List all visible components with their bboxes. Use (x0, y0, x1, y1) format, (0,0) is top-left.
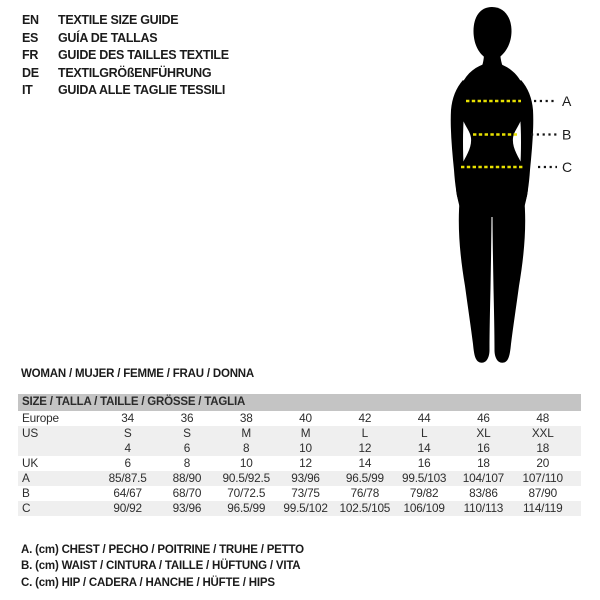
size-cell: 14 (358, 456, 372, 470)
size-cell: 16 (477, 441, 490, 455)
row-label: C (22, 501, 31, 515)
size-cell: 38 (239, 411, 253, 425)
size-cell: 76/78 (350, 486, 380, 500)
lang-code: EN (22, 13, 39, 27)
lang-row-en (22, 12, 229, 30)
size-cell: 90.5/92.5 (222, 471, 270, 485)
lang-code: ES (22, 30, 39, 45)
lang-code: FR (22, 48, 39, 62)
lang-code: IT (22, 83, 33, 97)
size-cell: 12 (358, 441, 372, 455)
lang-title: GUIDA ALLE TAGLIE TESSILI (58, 83, 226, 97)
table-row (18, 471, 581, 486)
lang-code: DE (22, 65, 39, 80)
size-cell: 12 (299, 456, 312, 470)
silhouette-body (451, 7, 534, 363)
size-cell: XXL (531, 426, 554, 440)
size-cell: M (241, 426, 252, 440)
silhouette-left-leg (459, 196, 492, 363)
lang-title: GUÍA DE TALLAS (58, 30, 158, 45)
silhouette-right-leg (493, 196, 526, 363)
size-cell: 93/96 (172, 501, 202, 515)
size-cell: 40 (299, 411, 312, 425)
table-row (18, 486, 581, 501)
size-cell: 99.5/103 (401, 471, 447, 485)
size-cell: 99.5/102 (283, 501, 328, 515)
row-label (18, 441, 98, 456)
size-cell: 90/92 (113, 501, 142, 515)
size-cell: 64/67 (113, 486, 142, 500)
size-cell: 88/90 (172, 471, 202, 485)
row-label: UK (22, 456, 38, 470)
size-cell: 68/70 (172, 486, 202, 500)
table-row (18, 501, 581, 516)
woman-silhouette-figure (400, 0, 590, 370)
silhouette-left-arm (451, 80, 469, 215)
legend-waist: B. (cm) WAIST / CINTURA / TAILLE / HÜFTUNG / VITA (21, 560, 301, 573)
size-cell: L (420, 426, 428, 440)
size-cell: 4 (124, 441, 131, 455)
table-row (18, 456, 581, 471)
chest-label: A (562, 93, 572, 109)
section-title-woman: WOMAN / MUJER / FEMME / FRAU / DONNA (21, 368, 255, 380)
size-cell: 14 (417, 441, 431, 455)
size-cell: 18 (536, 441, 550, 455)
row-label: A (22, 471, 30, 485)
size-cell: 87/90 (528, 486, 557, 500)
size-cell: 110/113 (463, 501, 504, 515)
lang-row-de (22, 65, 229, 83)
size-cell: 93/96 (291, 471, 320, 485)
size-cell: 20 (536, 456, 550, 470)
lang-title: TEXTILGRÖßENFÜHRUNG (58, 65, 212, 80)
size-table-header: SIZE / TALLA / TAILLE / GRÖSSE / TAGLIA (18, 394, 581, 411)
size-cell: XL (476, 426, 491, 440)
size-cell: 96.5/99 (227, 501, 266, 515)
size-cell: 42 (358, 411, 372, 425)
size-cell: 44 (417, 411, 431, 425)
size-cell: 106/109 (403, 501, 445, 515)
legend-chest: A. (cm) CHEST / PECHO / POITRINE / TRUHE / PETTO (21, 544, 304, 556)
size-cell: 73/75 (291, 486, 320, 500)
table-row (18, 441, 581, 456)
size-cell: 48 (536, 411, 550, 425)
size-cell: 16 (417, 456, 431, 470)
size-cell: 34 (121, 411, 135, 425)
lang-row-it (22, 82, 229, 100)
row-label: Europe (22, 411, 59, 425)
size-cell: 85/87.5 (108, 471, 147, 485)
size-cell: L (361, 426, 369, 440)
size-cell: 79/82 (409, 486, 439, 500)
size-cell: 8 (243, 441, 250, 455)
size-cell: S (183, 426, 191, 440)
row-label: B (22, 486, 30, 500)
size-cell: 46 (477, 411, 490, 425)
size-cell: 6 (124, 456, 131, 470)
size-cell: 8 (183, 456, 191, 470)
size-cell: 10 (239, 456, 253, 470)
size-cell: 104/107 (462, 471, 505, 485)
lang-title: TEXTILE SIZE GUIDE (58, 13, 179, 27)
size-cell: 36 (180, 411, 194, 425)
hip-label: C (562, 159, 573, 175)
size-cell: 107/110 (522, 471, 563, 485)
lang-row-es (22, 30, 229, 48)
size-cell: 102.5/105 (339, 501, 391, 515)
size-cell: 96.5/99 (345, 471, 384, 485)
lang-row-fr (22, 47, 229, 65)
row-label: US (22, 426, 38, 440)
size-cell: M (300, 426, 311, 440)
lang-title: GUIDE DES TAILLES TEXTILE (58, 48, 229, 62)
size-cell: 70/72.5 (227, 486, 266, 500)
size-cell: 10 (299, 441, 312, 455)
table-row (18, 411, 581, 426)
size-cell: 18 (477, 456, 490, 470)
size-cell: 114/119 (522, 501, 563, 515)
language-title-list (22, 12, 229, 100)
size-cell: 83/86 (469, 486, 498, 500)
legend-hip: C. (cm) HIP / CADERA / HANCHE / HÜFTE / HIPS (21, 576, 275, 589)
table-row (18, 426, 581, 441)
size-cell: S (123, 426, 132, 440)
measurement-legend (21, 542, 304, 591)
waist-label: B (562, 126, 572, 143)
size-table-body (18, 411, 581, 516)
size-cell: 6 (183, 441, 191, 455)
